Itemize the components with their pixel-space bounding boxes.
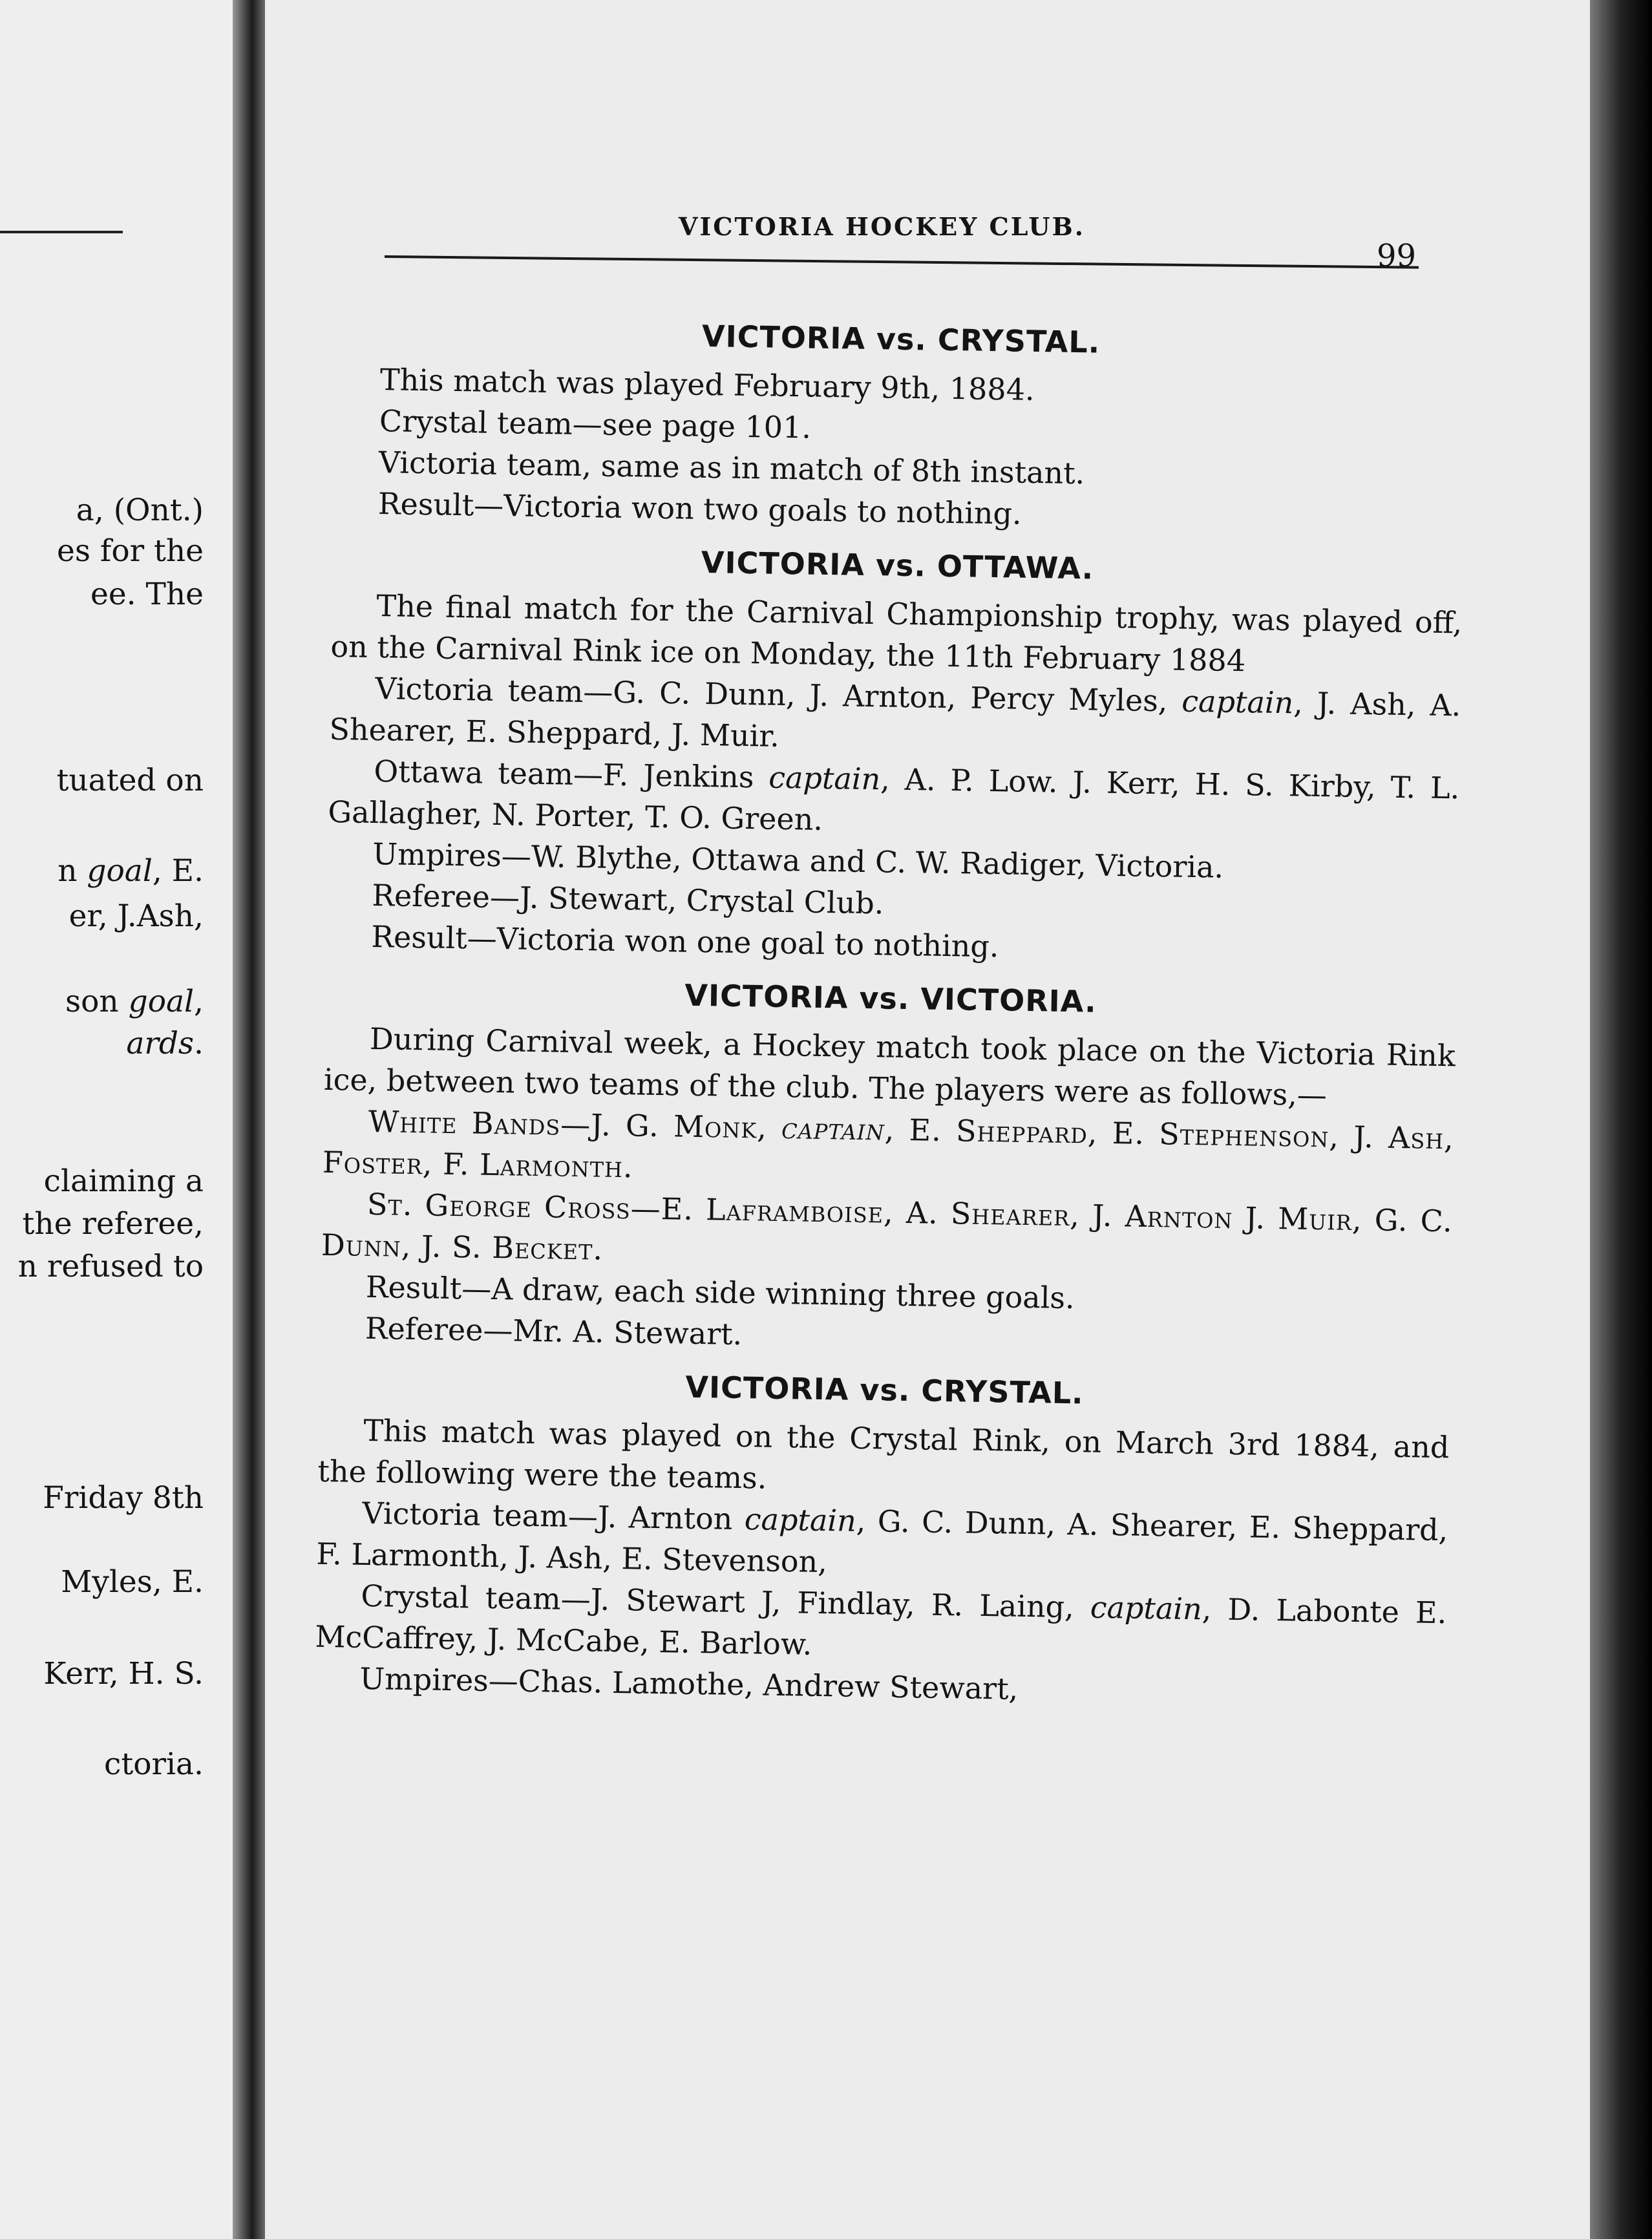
section-title: VICTORIA vs. OTTAWA.	[701, 544, 1094, 586]
left-page-line: claiming a	[43, 1163, 204, 1199]
right-page	[265, 0, 1590, 2239]
running-head: VICTORIA HOCKEY CLUB.	[679, 212, 1085, 241]
paragraph: Victoria team, same as in match of 8th instant.	[378, 445, 1085, 491]
paragraph: Victoria team—G. C. Dunn, J. Arnton, Percy Myles, captain, J. Ash, A. Shearer, E. Sheppard, J. Muir.	[329, 671, 1461, 754]
paragraph-team: St. George Cross—E. Laframboise, A. Shearer, J. Arnton J. Muir, G. C. Dunn, J. S. Becket.	[321, 1186, 1454, 1267]
paragraph: Umpires—W. Blythe, Ottawa and C. W. Radiger, Victoria.	[372, 836, 1224, 885]
left-page-line: er, J.Ash,	[69, 898, 204, 934]
paragraph: Crystal team—J. Stewart J, Findlay, R. Laing, captain, D. Labonte E. McCaffrey, J. McCabe, E. Barlow.	[315, 1578, 1447, 1662]
paragraph-team: White Bands—J. G. Monk, captain, E. Sheppard, E. Stephenson, J. Ash, Foster, F. Larmonth.	[322, 1103, 1455, 1185]
paragraph: Crystal team—see page 101.	[379, 403, 812, 445]
left-page-line: a, (Ont.)	[76, 493, 204, 528]
paragraph: Result—A draw, each side winning three goals.	[365, 1269, 1075, 1316]
book-gutter	[233, 0, 265, 2239]
paragraph: Victoria team—J. Arnton captain, G. C. Dunn, A. Shearer, E. Sheppard, F. Larmonth, J. Ash, E. Stevenson,	[316, 1495, 1448, 1580]
paragraph: Umpires—Chas. Lamothe, Andrew Stewart,	[359, 1661, 1019, 1706]
page-edge-shadow	[1590, 0, 1652, 2239]
section-victoria-vs-victoria	[319, 967, 1456, 1366]
left-page-line: n goal, E.	[58, 853, 204, 889]
left-page-line: es for the	[57, 533, 204, 569]
section-title: VICTORIA vs. VICTORIA.	[684, 977, 1097, 1019]
paragraph: Ottawa team—F. Jenkins captain, A. P. Low. J. Kerr, H. S. Kirby, T. L. Gallagher, N. Porter, T. O. Green.	[328, 754, 1460, 837]
left-header-rule	[0, 231, 123, 233]
left-page-line: ctoria.	[104, 1746, 204, 1782]
left-page-line: tuated on	[56, 763, 204, 798]
paragraph: Result—Victoria won one goal to nothing.	[371, 918, 999, 964]
paragraph: Referee—J. Stewart, Crystal Club.	[372, 877, 884, 921]
paragraph: The final match for the Carnival Championship trophy, was played off, on the Carnival Rink ice on Monday, the 11th February 1884	[330, 588, 1463, 679]
section-victoria-vs-crystal-2	[314, 1359, 1450, 1716]
left-page-line: ee. The	[90, 577, 204, 612]
paragraph: Referee—Mr. A. Stewart.	[365, 1310, 743, 1352]
left-page	[0, 0, 233, 2239]
paragraph: This match was played on the Crystal Rink, on March 3rd 1884, and the following were the teams.	[317, 1412, 1450, 1496]
left-page-line: n refused to	[17, 1249, 204, 1284]
section-title: VICTORIA vs. CRYSTAL.	[701, 318, 1101, 360]
page-content	[314, 297, 1467, 1716]
section-title: VICTORIA vs. CRYSTAL.	[685, 1369, 1085, 1411]
paragraph: During Carnival week, a Hockey match took place on the Victoria Rink ice, between two teams of the club. The players were as follows,—	[323, 1021, 1456, 1113]
left-page-line: ards.	[126, 1026, 204, 1061]
page-number: 99	[1377, 238, 1417, 274]
left-page-line: Friday 8th	[43, 1480, 204, 1516]
section-victoria-vs-crystal-1	[333, 308, 1467, 541]
left-page-line: Kerr, H. S.	[43, 1656, 204, 1692]
left-page-line: the referee,	[22, 1206, 204, 1242]
left-page-line: son goal,	[65, 984, 204, 1019]
header-rule	[385, 255, 1419, 269]
section-victoria-vs-ottawa	[326, 534, 1463, 974]
paragraph: This match was played February 9th, 1884.	[379, 362, 1035, 407]
left-page-line: Myles, E.	[61, 1564, 204, 1600]
paragraph: Result—Victoria won two goals to nothing.	[377, 486, 1022, 531]
